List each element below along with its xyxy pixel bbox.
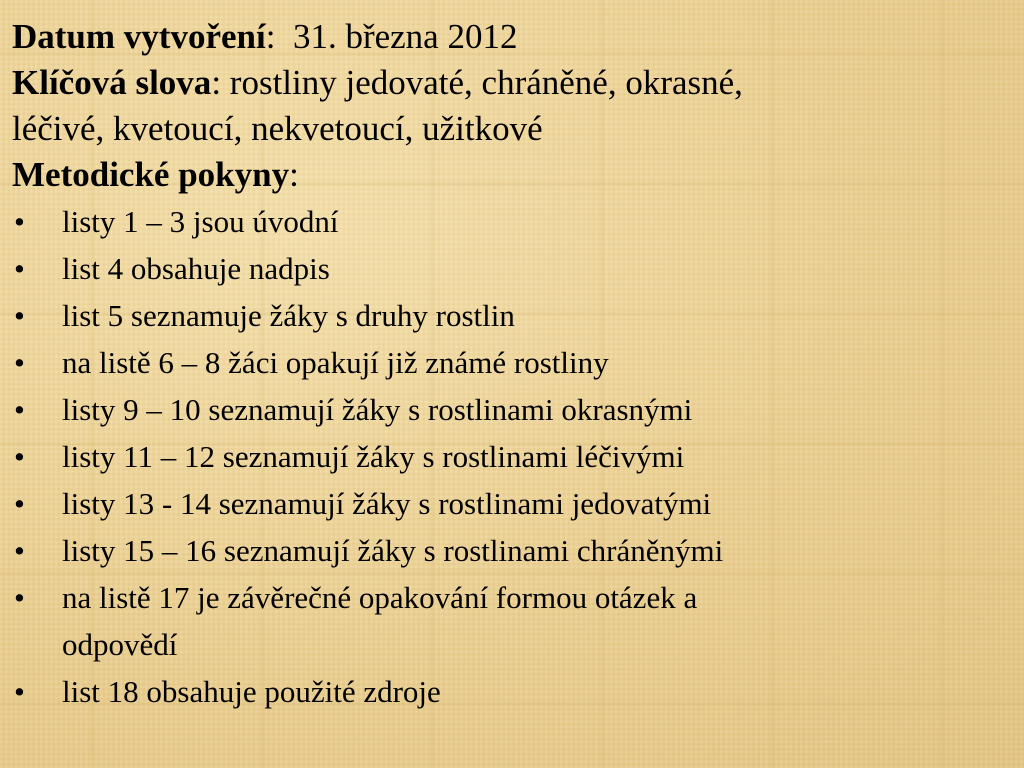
list-item-text: list 4 obsahuje nadpis: [62, 251, 330, 286]
date-label: Datum vytvoření: [12, 17, 266, 56]
list-item-continuation: odpovědí: [62, 627, 178, 662]
list-item-text: listy 13 - 14 seznamují žáky s rostlinami jedovatými: [62, 486, 712, 521]
bullet-icon: •: [14, 439, 25, 474]
list-item-text: na listě 6 – 8 žáci opakují již známé rostliny: [62, 345, 609, 380]
list-item-text: listy 1 – 3 jsou úvodní: [62, 204, 339, 239]
list-item: [12, 245, 1012, 292]
bullet-icon: •: [14, 580, 25, 615]
bullet-icon: •: [14, 533, 25, 568]
bullet-icon: •: [14, 345, 25, 380]
list-item: [12, 386, 1012, 433]
methods-label: Metodické pokyny: [12, 155, 290, 194]
date-value: 31. března 2012: [292, 17, 518, 56]
date-line: [12, 14, 1012, 60]
list-item: [12, 339, 1012, 386]
bullet-icon: •: [14, 204, 25, 239]
keywords-label: Klíčová slova: [12, 63, 212, 102]
methods-separator: :: [289, 155, 299, 194]
bullet-icon: •: [14, 251, 25, 286]
list-item-text: listy 9 – 10 seznamují žáky s rostlinami okrasnými: [62, 392, 693, 427]
list-item-text: listy 11 – 12 seznamují žáky s rostlinami léčivými: [62, 439, 685, 474]
list-item-text: na listě 17 je závěrečné opakování formou otázek a: [62, 580, 698, 615]
methods-list: [12, 198, 1012, 715]
keywords-line: [12, 60, 1012, 106]
list-item: [12, 527, 1012, 574]
bullet-icon: •: [14, 298, 25, 333]
keywords-separator: :: [211, 63, 222, 102]
bullet-icon: •: [14, 392, 25, 427]
methods-heading: [12, 152, 1012, 198]
bullet-icon: •: [14, 674, 25, 709]
list-item: [12, 198, 1012, 245]
list-item-text: list 5 seznamuje žáky s druhy rostlin: [62, 298, 515, 333]
bullet-icon: •: [14, 486, 25, 521]
list-item: [12, 480, 1012, 527]
list-item: [12, 433, 1012, 480]
date-separator: :: [265, 17, 276, 56]
slide-content: [12, 14, 1012, 715]
list-item: [12, 668, 1012, 715]
keywords-text-2: léčivé, kvetoucí, nekvetoucí, užitkové: [12, 109, 543, 148]
keywords-text-1: rostliny jedovaté, chráněné, okrasné,: [221, 63, 743, 102]
keywords-line-2: [12, 106, 1012, 152]
list-item: [12, 292, 1012, 339]
list-item: [12, 574, 1012, 668]
list-item-text: listy 15 – 16 seznamují žáky s rostlinami chráněnými: [62, 533, 724, 568]
list-item-text: list 18 obsahuje použité zdroje: [62, 674, 441, 709]
